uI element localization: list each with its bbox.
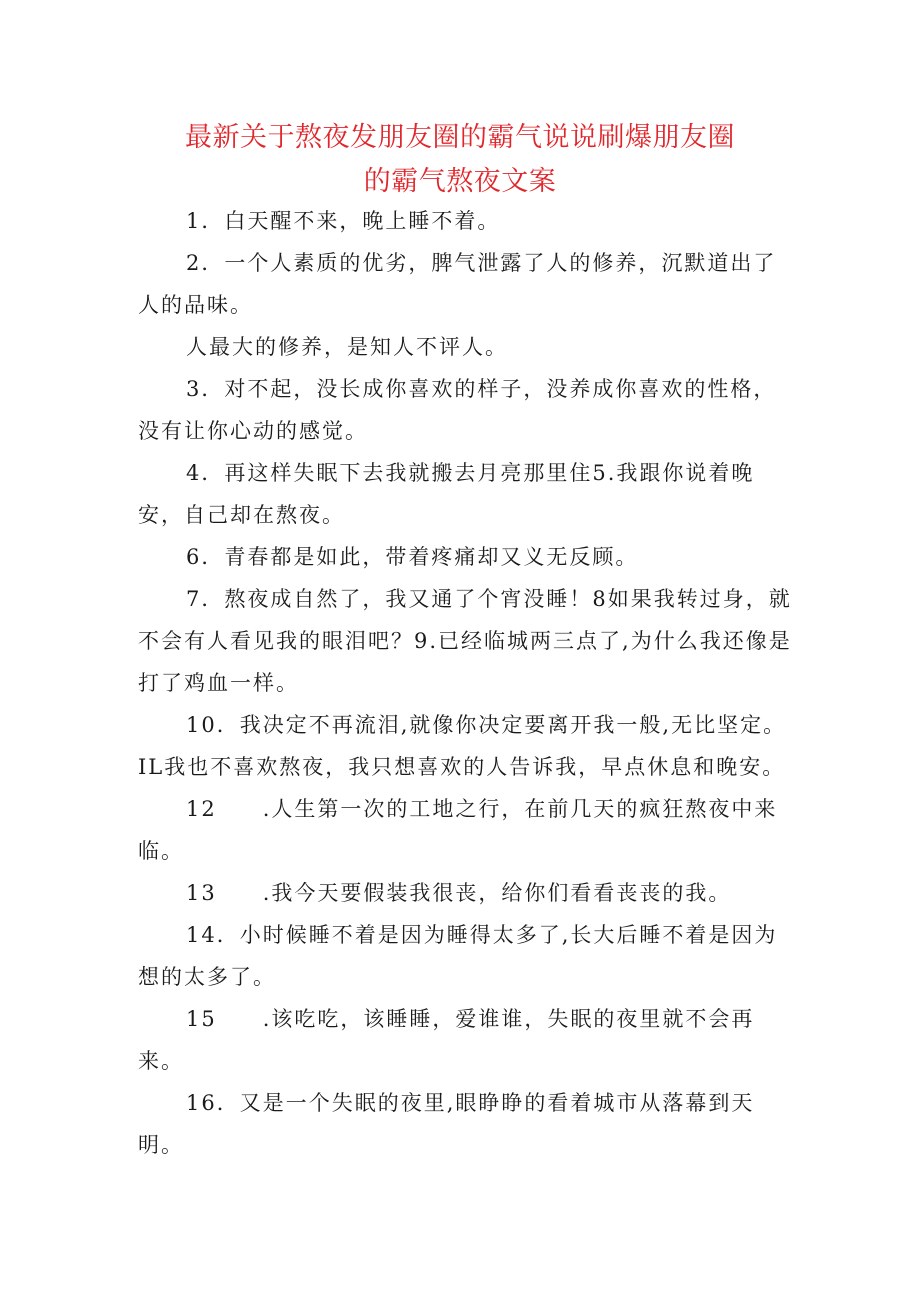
- document-body: [138, 200, 798, 1166]
- paragraph-2: 2．一个人素质的优劣，脾气泄露了人的修养，沉默道出了人的品味。: [138, 251, 777, 317]
- document-title-line-1: 最新关于熬夜发朋友圈的霸气说说刷爆朋友圈: [185, 122, 735, 153]
- paragraph-7-9: 7．熬夜成自然了，我又通了个宵没睡！8如果我转过身，就不会有人看见我的眼泪吧？9.已经临城两三点了,为什么我还像是打了鸡血一样。: [138, 587, 792, 695]
- paragraph-16: 16．又是一个失眠的夜里,眼睁睁的看着城市从落幕到天明。: [138, 1091, 755, 1157]
- paragraph-11: IL我也不喜欢熬夜，我只想喜欢的人告诉我，早点休息和晚安。: [138, 755, 786, 779]
- paragraph-1: 1．白天醒不来，晚上睡不着。: [186, 209, 501, 233]
- paragraph-2-continued: 人最大的修养，是知人不评人。: [186, 335, 508, 359]
- paragraph-3: 3．对不起，没长成你喜欢的样子，没养成你喜欢的性格，没有让你心动的感觉。: [138, 377, 777, 443]
- paragraph-14: 14．小时候睡不着是因为睡得太多了,长大后睡不着是因为想的太多了。: [138, 923, 778, 989]
- paragraph-12: 12 .人生第一次的工地之行，在前几天的疯狂熬夜中来临。: [138, 797, 778, 863]
- paragraph-6: 6．青春都是如此，带着疼痛却又义无反顾。: [186, 545, 639, 569]
- paragraph-13: 13 .我今天要假装我很丧，给你们看看丧丧的我。: [186, 881, 732, 905]
- paragraph-15: 15 .该吃吃，该睡睡，爱谁谁，失眠的夜里就不会再来。: [138, 1007, 755, 1073]
- document-title-line-2: 的霸气熬夜文案: [363, 166, 557, 197]
- paragraph-10: 10．我决定不再流泪,就像你决定要离开我一般,无比坚定。: [186, 713, 787, 737]
- paragraph-4-5: 4．再这样失眠下去我就搬去月亮那里住5.我跟你说着晚安，自己却在熬夜。: [138, 461, 755, 527]
